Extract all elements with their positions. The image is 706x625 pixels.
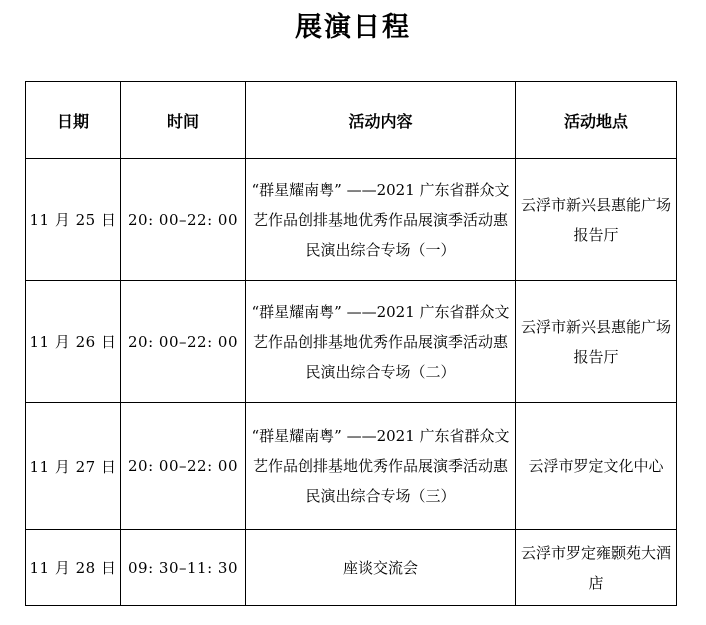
cell-date: 11 月 28 日	[26, 530, 121, 606]
table-row	[26, 530, 677, 606]
cell-activity: “群星耀南粤” ——2021 广东省群众文艺作品创排基地优秀作品展演季活动惠民演出综合专场（一）	[246, 159, 516, 281]
cell-place: 云浮市新兴县惠能广场报告厅	[516, 281, 677, 403]
cell-time: 09: 30–11: 30	[121, 530, 246, 606]
cell-time: 20: 00–22: 00	[121, 403, 246, 530]
cell-activity: “群星耀南粤” ——2021 广东省群众文艺作品创排基地优秀作品展演季活动惠民演出综合专场（二）	[246, 281, 516, 403]
table-header-row	[26, 82, 677, 159]
header-place: 活动地点	[516, 82, 677, 159]
schedule-table	[25, 81, 677, 606]
header-time: 时间	[121, 82, 246, 159]
cell-time: 20: 00–22: 00	[121, 281, 246, 403]
page-title: 展演日程	[295, 12, 411, 43]
cell-date: 11 月 25 日	[26, 159, 121, 281]
header-date: 日期	[26, 82, 121, 159]
cell-place: 云浮市新兴县惠能广场报告厅	[516, 159, 677, 281]
cell-activity: “群星耀南粤” ——2021 广东省群众文艺作品创排基地优秀作品展演季活动惠民演出综合专场（三）	[246, 403, 516, 530]
cell-date: 11 月 26 日	[26, 281, 121, 403]
table-row	[26, 403, 677, 530]
cell-activity: 座谈交流会	[246, 530, 516, 606]
cell-place: 云浮市罗定雍颢苑大酒店	[516, 530, 677, 606]
table-row	[26, 159, 677, 281]
cell-place: 云浮市罗定文化中心	[516, 403, 677, 530]
cell-time: 20: 00–22: 00	[121, 159, 246, 281]
header-activity: 活动内容	[246, 82, 516, 159]
cell-date: 11 月 27 日	[26, 403, 121, 530]
table-row	[26, 281, 677, 403]
